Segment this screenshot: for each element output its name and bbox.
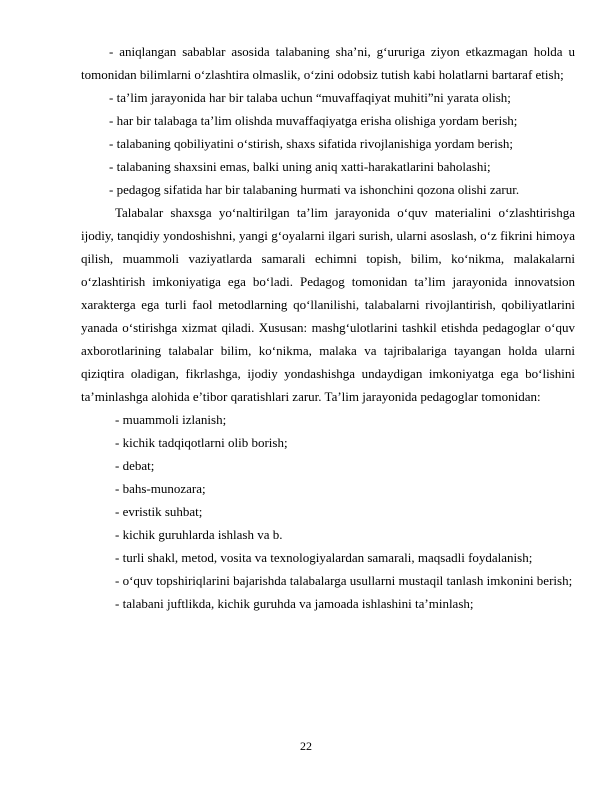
list-item: - talabaning qobiliyatini o‘stirish, shaxs sifatida rivojlanishiga yordam berish; <box>109 136 514 151</box>
list-item: - kichik guruhlarda ishlash va b. <box>115 527 283 542</box>
list-item: - ta’lim jarayonida har bir talaba uchun “muvaffaqiyat muhiti”ni yarata olish; <box>109 90 511 105</box>
list-item: - turli shakl, metod, vosita va texnologiyalardan samarali, maqsadli foydalanish; <box>115 550 533 565</box>
body-paragraph: Talabalar shaxsga yo‘naltirilgan ta’lim jarayonida o‘quv materialini o‘zlashtirishga ijodiy, tanqidiy yondoshishni, yangi g‘oyalarni ilgari surish, ularni asoslash, o‘z fikrini himoya qilish, muammoli vaziyatlarda samarali echimni topish, bilim, ko‘nikma, malakalarni o‘zlashtirish imkoniyatiga ega bo‘ladi. Pedagog tomonidan ta’lim jarayonida innovatsion xarakterga ega turli faol metodlarning qo‘llanilishi, talabalarni rivojlantirish, qobiliyatlarini yanada o‘stirishga xizmat qiladi. Xususan: mashg‘ulotlarini tashkil etishda pedagoglar o‘quv axborotlarining talabalar bilim, ko‘nikma, malaka va tajribalariga tayangan holda ularni qiziqtira oladigan, fikrlashga, ijodiy yondashishga undaydigan imkoniyatga ega bo‘lishini ta’minlashga alohida e’tibor qaratishlari zarur. Ta’lim jarayonida pedagoglar tomonidan: <box>81 205 575 404</box>
list-item: - debat; <box>115 458 155 473</box>
list-item: - muammoli izlanish; <box>115 412 227 427</box>
list-item: - aniqlangan sabablar asosida talabaning sha’ni, g‘ururiga ziyon etkazmagan holda u tomonidan bilimlarni o‘zlashtira olmaslik, o‘zini odobsiz tutish kabi holatlarni bartaraf etish; <box>81 44 575 82</box>
document-page <box>81 40 575 615</box>
list-item: - har bir talabaga ta’lim olishda muvaffaqiyatga erisha olishiga yordam berish; <box>109 113 518 128</box>
list-item: - pedagog sifatida har bir talabaning hurmati va ishonchini qozona olishi zarur. <box>109 182 520 197</box>
list-item: - o‘quv topshiriqlarini bajarishda talabalarga usullarni mustaqil tanlash imkonini berish; <box>115 573 573 588</box>
list-item: - bahs-munozara; <box>115 481 206 496</box>
list-item: - talabani juftlikda, kichik guruhda va jamoada ishlashini ta’minlash; <box>115 596 474 611</box>
list-item: - talabaning shaxsini emas, balki uning aniq xatti-harakatlarini baholashi; <box>109 159 491 174</box>
page-number: 22 <box>300 739 312 753</box>
list-item: - evristik suhbat; <box>115 504 203 519</box>
list-item: - kichik tadqiqotlarni olib borish; <box>115 435 288 450</box>
